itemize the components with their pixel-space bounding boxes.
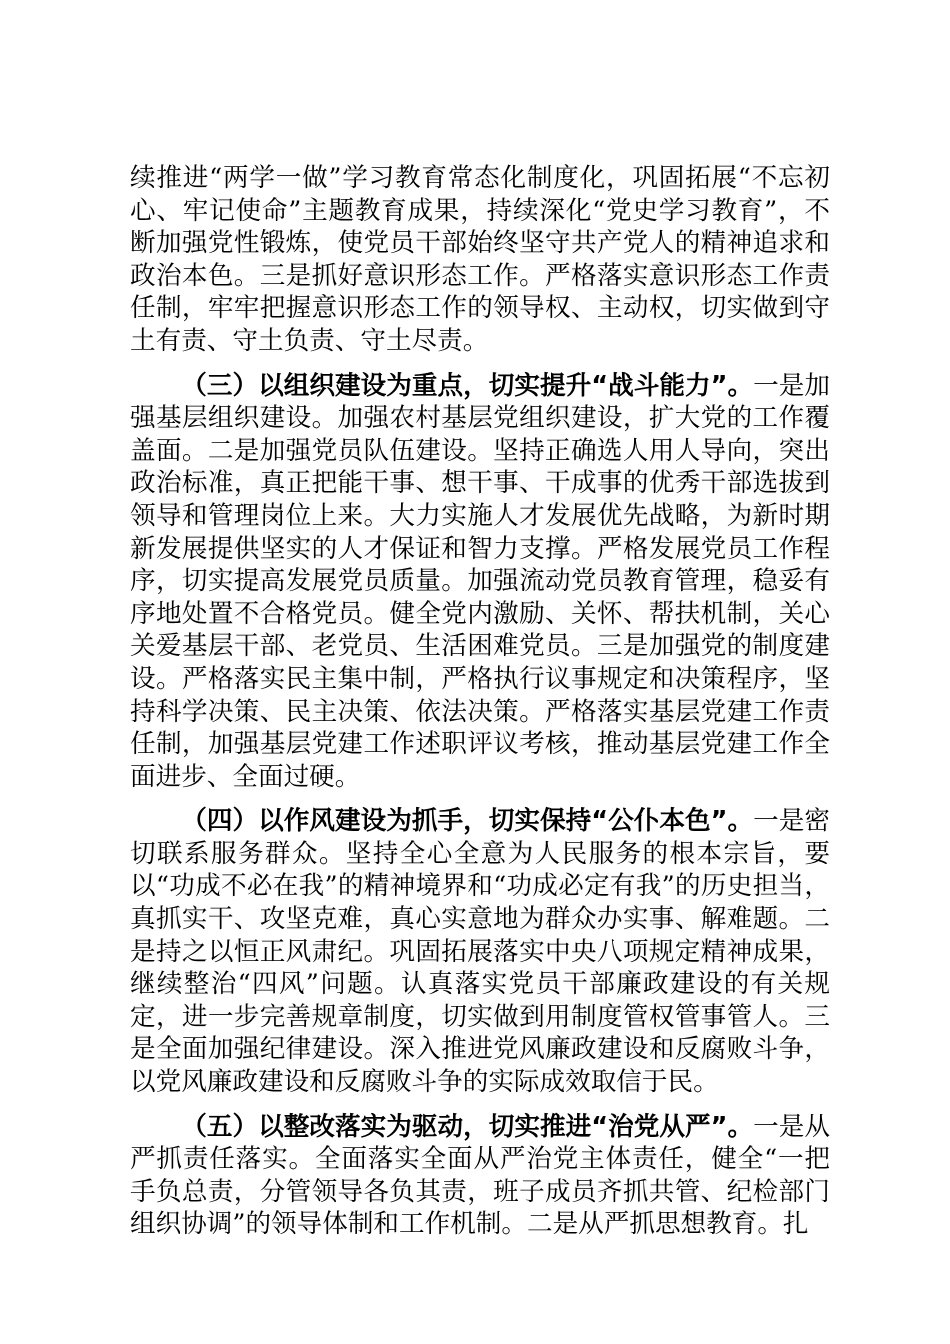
paragraph-section-4 (130, 805, 830, 1098)
section-heading: （四）以作风建设为抓手，切实保持“公仆本色”。 (181, 806, 754, 837)
paragraph-body: 一是密切联系服务群众。坚持全心全意为人民服务的根本宗旨，要以“功成不必在我”的精神境界和“功成必定有我”的历史担当，真抓实干、攻坚克难，真心实意地为群众办实事、解难题。二是持之以恒正风肃纪。巩固拓展落实中央八项规定精神成果，继续整治“四风”问题。认真落实党员干部廉政建设的有关规定，进一步完善规章制度，切实做到用制度管权管事管人。三是全面加强纪律建设。深入推进党风廉政建设和反腐败斗争，以党风廉政建设和反腐败斗争的实际成效取信于民。 (130, 806, 830, 1098)
paragraph-section-3 (130, 370, 830, 794)
paragraph-body: 一是加强基层组织建设。加强农村基层党组织建设，扩大党的工作覆盖面。二是加强党员队伍建设。坚持正确选人用人导向，突出政治标准，真正把能干事、想干事、干成事的优秀干部选拔到领导和管理岗位上来。大力实施人才发展优先战略，为新时期新发展提供坚实的人才保证和智力支撑。严格发展党员工作程序，切实提高发展党员质量。加强流动党员教育管理，稳妥有序地处置不合格党员。健全党内激励、关怀、帮扶机制，关心关爱基层干部、老党员、生活困难党员。三是加强党的制度建设。严格落实民主集中制，严格执行议事规定和决策程序，坚持科学决策、民主决策、依法决策。严格落实基层党建工作责任制，加强基层党建工作述职评议考核，推动基层党建工作全面进步、全面过硬。 (130, 370, 830, 792)
document-page (130, 162, 830, 1253)
paragraph-body: 一是从严抓责任落实。全面落实全面从严治党主体责任，健全“一把手负总责，分管领导各负其责，班子成员齐抓共管、纪检部门组织协调”的领导体制和工作机制。二是从严抓思想教育。扎 (130, 1111, 830, 1240)
paragraph-continuation (130, 162, 830, 358)
section-heading: （五）以整改落实为驱动，切实推进“治党从严”。 (181, 1111, 754, 1142)
paragraph-section-5 (130, 1111, 830, 1241)
section-heading: （三）以组织建设为重点，切实提升“战斗能力”。 (181, 370, 754, 401)
paragraph-body: 续推进“两学一做”学习教育常态化制度化，巩固拓展“不忘初心、牢记使命”主题教育成果，持续深化“党史学习教育”，不断加强党性锻炼，使党员干部始终坚守共产党人的精神追求和政治本色。三是抓好意识形态工作。严格落实意识形态工作责任制，牢牢把握意识形态工作的领导权、主动权，切实做到守土有责、守土负责、守土尽责。 (130, 163, 830, 356)
